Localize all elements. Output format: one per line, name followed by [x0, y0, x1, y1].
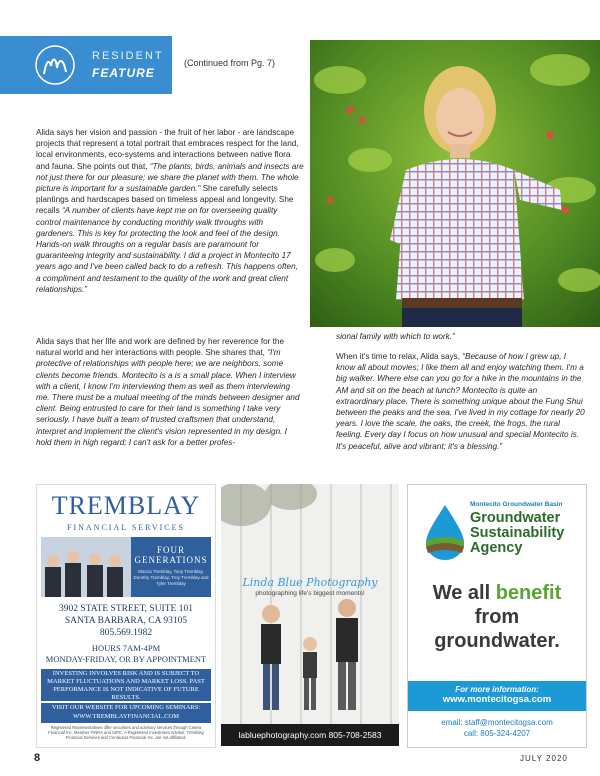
family-photo-background [221, 484, 399, 746]
linda-blue-contact[interactable]: labluephotography.com 805-708-2583 [221, 724, 399, 746]
visit-label: VISIT OUR WEBSITE FOR UPCOMING SEMINARS: [51, 704, 201, 711]
paragraph-2-text: Alida says that her life and work are defined by her reverence for the natural world and her interactions with people. She shares that, [36, 337, 285, 358]
gsa-contact [408, 717, 586, 739]
gsa-basin-label: Montecito Groundwater Basin [470, 501, 563, 508]
badge-label-resident: RESIDENT [92, 50, 164, 62]
fine-print: Registered Representatives offer securities and advisory services through Cetera Financial Inc. Member FINRA and SIPC. A Registered Investment Advisor. Tremblay Financial Services and Centaurus Financial Inc. are not affiliated. [48, 725, 204, 741]
tremblay-ad[interactable] [36, 484, 216, 748]
article-paragraph-3 [336, 331, 600, 342]
tremblay-website[interactable] [41, 703, 211, 723]
risk-disclaimer: INVESTING INVOLVES RISK AND IS SUBJECT TO MARKET FLUCTUATIONS AND MARKET LOSS. PAST PERFORMANCE IS NOT INDICATIVE OF FUTURE RESULTS. [41, 669, 211, 701]
address-line-2: SANTA BARBARA, CA 93105 [64, 616, 188, 626]
gsa-line-agency: Agency [470, 540, 523, 556]
issue-date: JULY 2020 [520, 754, 568, 763]
gsa-info-bar [408, 681, 586, 711]
gsa-email[interactable]: email: staff@montecitogsa.com [441, 718, 553, 727]
four-generations: FOUR GENERATIONS [134, 545, 208, 565]
gsa-line-groundwater: Groundwater [470, 510, 561, 526]
paragraph-1-mid: She carefully selects plantings and hardscapes based on timeless appeal and longevity. She recalls [36, 184, 294, 216]
headline-we-all: We all [432, 582, 496, 604]
tremblay-address [37, 603, 215, 639]
article-paragraph-2 [36, 336, 304, 448]
tremblay-name: TREMBLAY [51, 491, 201, 520]
paragraph-4-quote: “Because of how I grew up, I know all about movies; I like them all and enjoy watching them. I'm a big walker. Where else can you go for a hike in the mountains in the AM and sit on the beach at lunch? Montecito is quite an extraordinary place. There is something unique about the Fung Shui between the peaks and the sea. I've lived in my cottage for nearly 20 years. I love the scale, the oaks, the creek, the frogs, the rural feeling. Every day I focus on how unusual and special Montecito is. It's peaceful, alive and vibrant; it's a blessing.” [336, 352, 585, 451]
water-drop-icon [422, 503, 468, 561]
headline-groundwater: groundwater. [434, 630, 560, 652]
hours-line-2: MONDAY-FRIDAY, OR BY APPOINTMENT [45, 654, 207, 664]
paragraph-2-quote: “I'm protective of relationships with people here; we are neighbors, some clients become friends. Montecito is a is a small place. When I interview with a client, I know I'm interviewing them as well as them interviewing me. There must be a mutual meeting of the minds between designer and client. Being entrusted to care for their land is something I take very seriously. I have built a team of trusted craftsmen that understand, interpret and implement the client's vision represented in my design. I hold them in high regard; I can't ask for a better profes- [36, 348, 300, 447]
badge-label-feature: FEATURE [92, 66, 155, 80]
paragraph-1-quote: “The plants, birds, animals and insects are not just there for our pleasure; we share the planet with them. The whole picture is important for a sustainable garden.” [36, 161, 304, 194]
linda-blue-tagline: photographing life's biggest moments! [255, 590, 365, 597]
paragraph-1-quote-2: “A number of clients have kept me on for overseeing quality control maintenance by conducting monthly walk throughs with gardeners. This is key for protecting the look and feel of the design. Hands-on walk throughs on a regular basis are paramount for guaranteeing integrity and sustainability. I did a project in Montecito 17 years ago and I've been called back to do a refresh. This happens often, a compliment and testament to the quality of the work and great client relationships.” [36, 206, 298, 294]
article-paragraph-1 [36, 127, 304, 295]
phone-number: 805.569.1982 [99, 628, 153, 638]
gsa-line-sustainability: Sustainability [470, 525, 565, 541]
linda-blue-title: Linda Blue Photography [242, 576, 378, 589]
paragraph-1-text: Alida says her vision and passion - the fruit of her labor - are landscape projects that represent a total portrait that embraces respect for the land, local environments, eco-systems and interactions between native flora and fauna. She points out that, [36, 128, 299, 171]
article-paragraph-4 [336, 351, 586, 452]
gsa-headline [408, 581, 586, 653]
website-link[interactable]: WWW.TREMBLAYFINANCIAL.COM [72, 713, 180, 720]
generation-names: Marcia Tremblay, Tony Tremblay, Dorothy Tremblay, Troy Tremblay and Tyler Tremblay [133, 569, 209, 586]
gsa-phone[interactable]: call: 805-324-4207 [463, 729, 531, 738]
magazine-m-logo-icon [34, 44, 76, 86]
tremblay-banner [41, 537, 211, 597]
feature-photo [310, 40, 600, 327]
montecito-gsa-ad[interactable] [407, 484, 587, 748]
tremblay-subtitle: FINANCIAL SERVICES [67, 523, 185, 532]
hours-line-1: HOURS 7AM-4PM [91, 643, 161, 653]
gsa-website-link[interactable]: www.montecitogsa.com [442, 694, 552, 705]
paragraph-4-text: When it's time to relax, Alida says, [336, 352, 463, 361]
page-number: 8 [34, 752, 41, 764]
headline-benefit: benefit [495, 582, 562, 604]
address-line-1: 3902 STATE STREET, SUITE 101 [59, 604, 193, 614]
family-photo [41, 537, 131, 597]
resident-feature-badge [0, 36, 172, 94]
linda-blue-photography-ad[interactable] [221, 484, 399, 746]
headline-from: from [474, 606, 520, 628]
info-label: For more information: [455, 685, 539, 694]
paragraph-3-quote: sional family with which to work.” [336, 332, 455, 341]
tremblay-hours [37, 643, 215, 665]
continued-note: (Continued from Pg. 7) [184, 58, 276, 68]
gsa-agency-name [470, 511, 564, 556]
